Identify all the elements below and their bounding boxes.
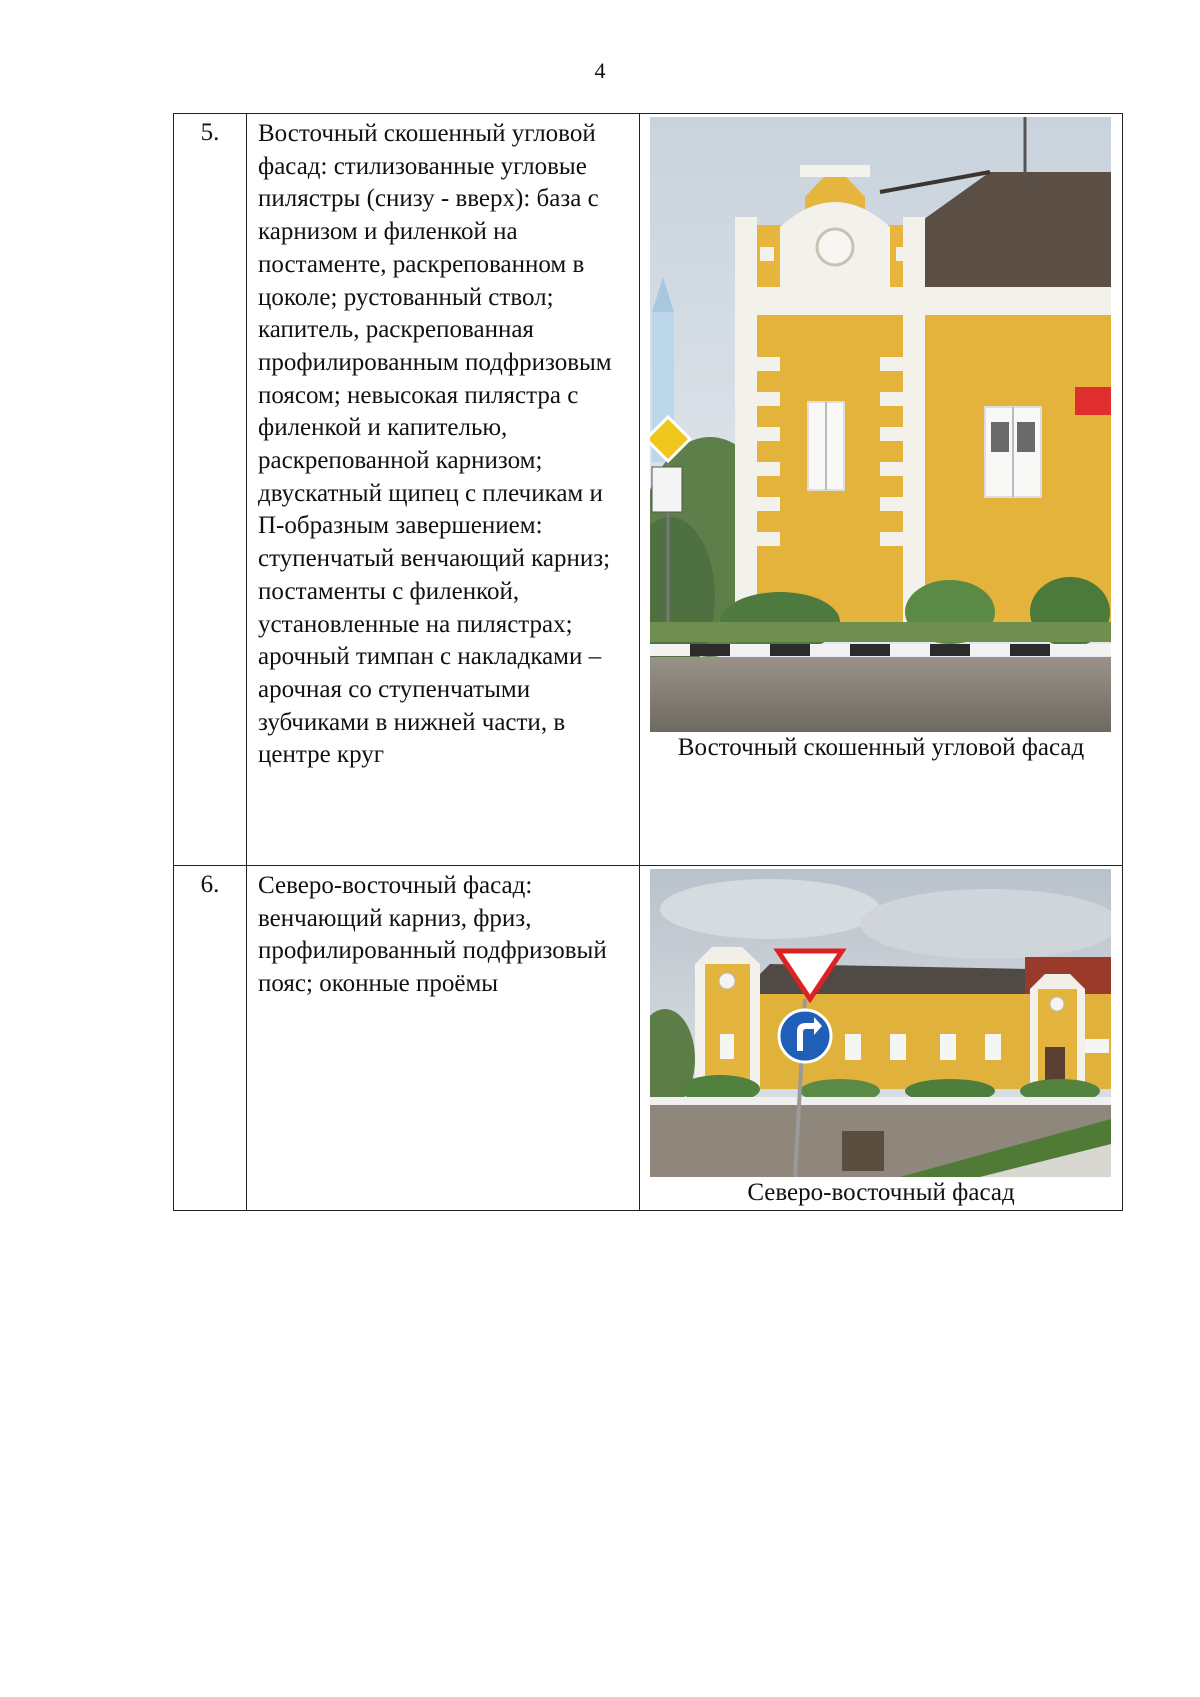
table-row xyxy=(174,114,1123,866)
row-number: 5. xyxy=(174,114,247,866)
row-number: 6. xyxy=(174,866,247,1211)
photo-cell xyxy=(640,114,1123,866)
row-description: Восточный скошенный угловой фасад: стилизованные угловые пилястры (снизу - вверх): база с карнизом и филенкой на постаменте, раскрепованном в цоколе; рустованный ствол; капитель, раскрепованная профилированным подфризовым поясом; невысокая пилястра с филенкой и капителью, раскрепованной карнизом; двускатный щипец с плечикам и П-образным завершением: ступенчатый венчающий карниз; постаменты с филенкой, установленные на пилястрах; арочный тимпан с накладками – арочная со ступенчатыми зубчиками в нижней части, в центре круг xyxy=(247,114,640,866)
page-number: 4 xyxy=(594,58,606,83)
table-row xyxy=(174,866,1123,1211)
northeast-facade-photo xyxy=(650,869,1111,1177)
photo-caption: Северо-восточный фасад xyxy=(747,1179,1015,1206)
photo-caption: Восточный скошенный угловой фасад xyxy=(677,734,1085,761)
photo-cell xyxy=(640,866,1123,1211)
row-description: Северо-восточный фасад: венчающий карниз, фриз, профилированный подфризовый пояс; оконные проёмы xyxy=(247,866,640,1211)
facade-table xyxy=(173,113,1123,1211)
east-corner-facade-photo xyxy=(650,117,1111,732)
